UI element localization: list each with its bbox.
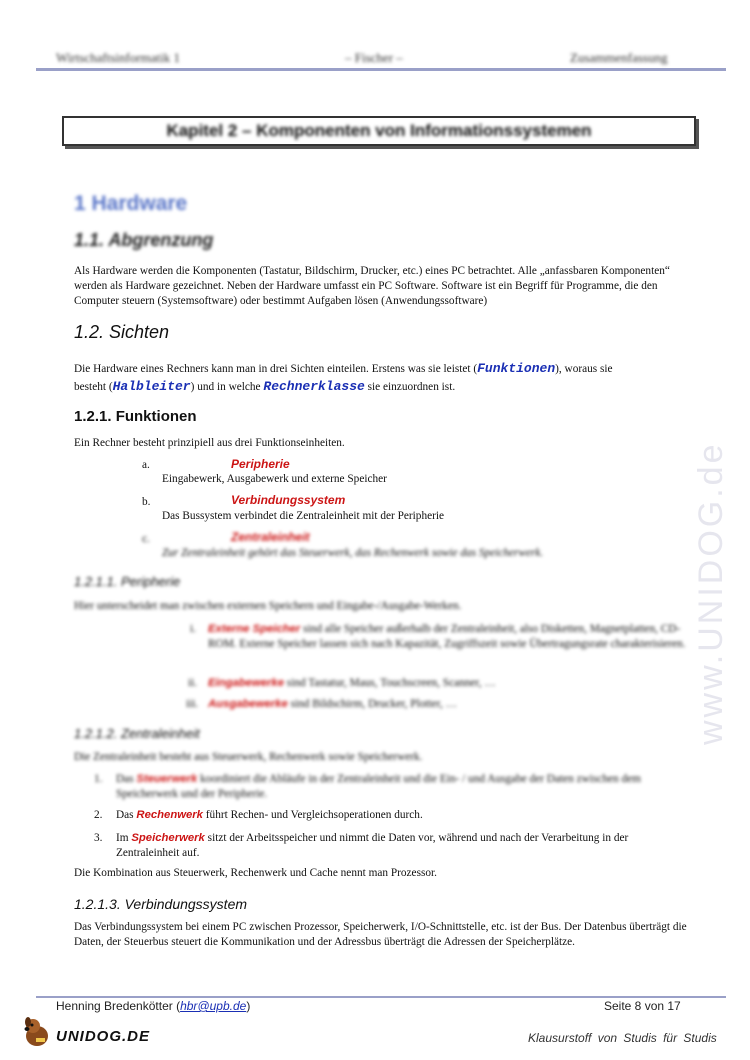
zentral-desc-rechenwerk: führt Rechen- und Vergleichsoperationen durch. — [202, 809, 423, 821]
funktion-marker-c: c. — [142, 533, 150, 545]
subsection-title-peripherie: 1.2.1.1. Peripherie — [74, 574, 181, 589]
funktion-desc-peripherie: Eingabewerk, Ausgabewerk und externe Speicher — [162, 473, 387, 485]
peripherie-item-3 — [208, 697, 457, 712]
peripherie-desc-eingabewerke: sind Tastatur, Maus, Touchscreen, Scanner, … — [283, 677, 496, 689]
header-rule — [36, 68, 726, 71]
peripherie-desc-ausgabewerke: sind Bildschirm, Drucker, Plotter, … — [287, 698, 457, 710]
zentral-marker-3: 3. — [94, 832, 103, 844]
peripherie-item-2 — [208, 676, 496, 691]
funktion-name-verbindungssystem: Verbindungssystem — [231, 493, 346, 507]
footer-email-link[interactable]: hbr@upb.de — [180, 999, 247, 1013]
footer-tagline: Klausurstoff von Studis für Studis — [528, 1031, 717, 1045]
peripherie-name-eingabewerke: Eingabewerke — [208, 677, 284, 689]
chapter-title: Kapitel 2 – Komponenten von Informationssystemen — [166, 121, 592, 140]
header-right: Zusammenfassung — [570, 50, 668, 65]
section-title-hardware: 1 Hardware — [74, 192, 188, 215]
paragraph-abgrenzung: Als Hardware werden die Komponenten (Tastatur, Bildschirm, Drucker, etc.) eines PC betrachtet. Alle „anfassbaren Komponenten“ werden als Hardware gezeichnet. Neben der Hardware umfasst ein PC Software. Software ist ein Begriff für Programme, die den Computer steuern (Systemsoftware) oder bestimmt Aufgaben lösen (Anwendungssoftware) — [74, 265, 670, 307]
zentral-item-3 — [116, 831, 686, 861]
watermark-text: www.UNIDOG.de — [692, 441, 730, 745]
funktion-desc-zentraleinheit: Zur Zentraleinheit gehört das Steuerwerk, das Rechenwerk sowie das Speicherwerk. — [162, 547, 544, 559]
zentral-item-1 — [116, 772, 696, 802]
zentral-pre-1: Das — [116, 773, 137, 785]
funktion-marker-a: a. — [142, 459, 150, 471]
paragraph-verbindungssystem: Das Verbindungssystem bei einem PC zwischen Prozessor, Speicherwerk, I/O-Schnittstelle, etc. ist der Bus. Der Datenbus überträgt die Daten, der Steuerbus steuert die Kommunikation und der Adressbus überträgt die Adressen der Speicherplätze. — [74, 921, 687, 948]
funktion-name-peripherie: Peripherie — [231, 457, 290, 471]
funktion-desc-verbindungssystem: Das Bussystem verbindet die Zentraleinheit mit der Peripherie — [162, 510, 445, 522]
peripherie-name-externe-speicher: Externe Speicher — [208, 623, 301, 635]
keyword-funktionen: Funktionen — [477, 361, 556, 376]
dog-logo-icon — [22, 1014, 52, 1050]
sichten-text-a: Die Hardware eines Rechners kann man in drei Sichten einteilen. Erstens was sie leistet ( — [74, 363, 478, 375]
zentral-name-steuerwerk: Steuerwerk — [136, 773, 198, 785]
peripherie-intro: Hier unterscheidet man zwischen externen Speichern und Eingabe-/Ausgabe-Werken. — [74, 600, 462, 612]
funktion-marker-b: b. — [142, 496, 151, 508]
peripherie-marker-3: iii. — [186, 698, 199, 710]
zentral-desc-steuerwerk: koordiniert die Abläufe in der Zentraleinheit und die Ein- / und Ausgabe der Daten zwischen dem Speicherwerk und der Peripherie. — [116, 773, 641, 800]
subsection-title-zentraleinheit: 1.2.1.2. Zentraleinheit — [74, 726, 200, 741]
sichten-text-d: ) und in welche — [190, 381, 264, 393]
footer-page-number: Seite 8 von 17 — [604, 999, 681, 1013]
paragraph-sichten — [74, 360, 704, 396]
zentral-name-speicherwerk: Speicherwerk — [131, 832, 205, 844]
sichten-text-b: ), woraus sie — [555, 363, 613, 375]
subsection-title-verbindungssystem: 1.2.1.3. Verbindungssystem — [74, 896, 248, 912]
header-center: – Fischer – — [345, 50, 403, 65]
zentral-marker-1: 1. — [94, 773, 103, 785]
subsection-title-sichten: 1.2. Sichten — [74, 322, 170, 342]
zentral-pre-3: Im — [116, 832, 132, 844]
header-left: Wirtschaftsinformatik 1 — [56, 50, 181, 65]
subsection-title-funktionen: 1.2.1. Funktionen — [74, 408, 197, 425]
zentraleinheit-intro: Die Zentraleinheit besteht aus Steuerwerk, Rechenwerk sowie Speicherwerk. — [74, 751, 423, 763]
peripherie-marker-1: i. — [190, 623, 196, 635]
zentral-item-2 — [116, 808, 423, 823]
footer-author-name: Henning Bredenkötter ( — [56, 999, 181, 1013]
zentral-pre-2: Das — [116, 809, 137, 821]
footer-author-close: ) — [246, 999, 251, 1013]
funktion-name-zentraleinheit: Zentraleinheit — [231, 530, 310, 544]
footer-rule — [36, 996, 726, 998]
peripherie-item-1 — [208, 622, 698, 652]
watermark — [690, 280, 730, 750]
funktionen-intro: Ein Rechner besteht prinzipiell aus drei Funktionseinheiten. — [74, 437, 345, 449]
footer-logo-text: UNIDOG.DE — [56, 1028, 151, 1045]
footer-author — [56, 999, 250, 1013]
subsection-title-abgrenzung: 1.1. Abgrenzung — [74, 230, 214, 250]
keyword-rechnerklasse: Rechnerklasse — [263, 379, 365, 394]
zentraleinheit-summary: Die Kombination aus Steuerwerk, Rechenwerk und Cache nennt man Prozessor. — [74, 867, 437, 879]
peripherie-name-ausgabewerke: Ausgabewerke — [208, 698, 288, 710]
sichten-text-e: sie einzuordnen ist. — [364, 381, 456, 393]
chapter-title-box — [62, 116, 696, 146]
peripherie-desc-externe-speicher: sind alle Speicher außerhalb der Zentraleinheit, also Disketten, Magnetplatten, CD-ROM. Externe Speicher lassen sich nach Kapazität, Zugriffszeit sowie Übertragungsrate charakterisieren. — [208, 623, 686, 650]
zentral-desc-speicherwerk: sitzt der Arbeitsspeicher und nimmt die Daten vor, während und nach der Verarbeitung in der Zentraleinheit auf. — [116, 832, 629, 859]
zentral-name-rechenwerk: Rechenwerk — [136, 809, 203, 821]
sichten-text-c: besteht ( — [74, 381, 113, 393]
peripherie-marker-2: ii. — [188, 677, 198, 689]
watermark-svg — [690, 280, 730, 750]
zentral-marker-2: 2. — [94, 809, 103, 821]
keyword-halbleiter: Halbleiter — [112, 379, 191, 394]
